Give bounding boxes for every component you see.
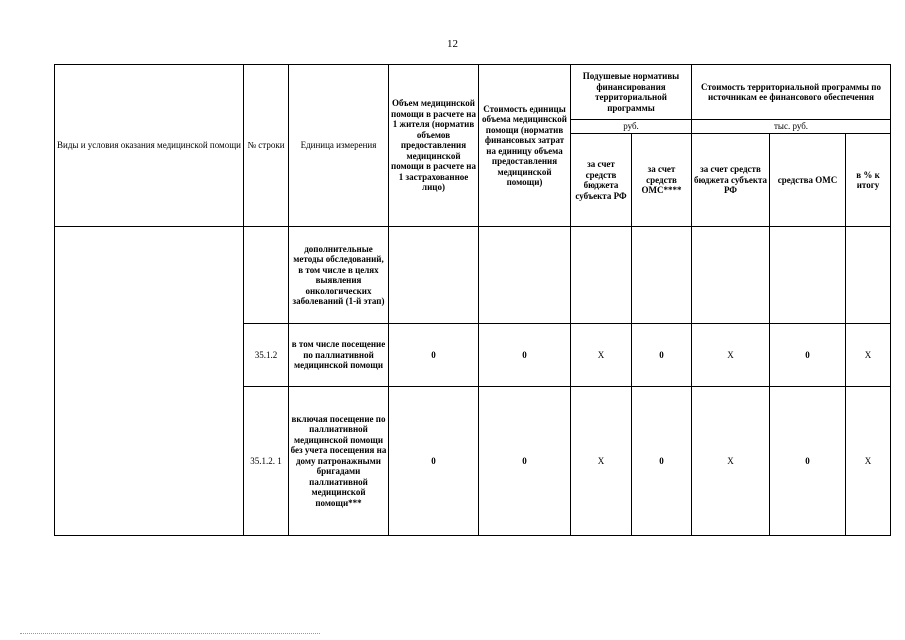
budget-thousand-cell — [692, 227, 770, 324]
header-volume: Объем медицинской помощи в расчете на 1 жителя (норматив объемов предоставления медицинской помощи в расчете на 1 застрахованное лицо) — [389, 65, 479, 227]
oms-rub-cell: 0 — [632, 387, 692, 536]
budget-thousand-cell: Х — [692, 387, 770, 536]
budget-rub-cell: Х — [571, 324, 632, 387]
header-budget-rf-thousand: за счет средств бюджета субъекта РФ — [692, 134, 770, 227]
percent-cell: Х — [846, 324, 891, 387]
header-percent: в % к итогу — [846, 134, 891, 227]
cost-cell: 0 — [479, 387, 571, 536]
volume-cell: 0 — [389, 387, 479, 536]
row-number-cell — [244, 227, 289, 324]
volume-cell: 0 — [389, 324, 479, 387]
financing-table — [54, 64, 891, 536]
header-row-1 — [55, 65, 891, 120]
cost-cell: 0 — [479, 324, 571, 387]
percent-cell — [846, 227, 891, 324]
budget-rub-cell: Х — [571, 387, 632, 536]
header-budget-rf: за счет средств бюджета субъекта РФ — [571, 134, 632, 227]
cost-cell — [479, 227, 571, 324]
header-row-number: № строки — [244, 65, 289, 227]
unit-cell: включая посещение по паллиативной медицинской помощи без учета посещения на дому патронажными бригадами паллиативной медицинской помощи*** — [289, 387, 389, 536]
header-unit-cost: Стоимость единицы объема медицинской помощи (норматив финансовых затрат на единицу объема предоставления медицинской помощи) — [479, 65, 571, 227]
scan-artifact-line — [20, 633, 320, 634]
unit-cell: в том числе посещение по паллиативной медицинской помощи — [289, 324, 389, 387]
header-oms-thousand: средства ОМС — [770, 134, 846, 227]
types-cell — [55, 227, 244, 536]
header-unit: Единица измерения — [289, 65, 389, 227]
oms-rub-cell — [632, 227, 692, 324]
budget-thousand-cell: Х — [692, 324, 770, 387]
oms-thousand-cell: 0 — [770, 387, 846, 536]
header-types: Виды и условия оказания медицинской помощи — [55, 65, 244, 227]
oms-thousand-cell: 0 — [770, 324, 846, 387]
oms-rub-cell: 0 — [632, 324, 692, 387]
row-number-cell: 35.1.2 — [244, 324, 289, 387]
volume-cell — [389, 227, 479, 324]
table-row — [55, 227, 891, 324]
header-per-capita: Подушевые нормативы финансирования территориальной программы — [571, 65, 692, 120]
header-unit-thousand-rub: тыс. руб. — [692, 120, 891, 134]
header-unit-rub: руб. — [571, 120, 692, 134]
oms-thousand-cell — [770, 227, 846, 324]
percent-cell: Х — [846, 387, 891, 536]
budget-rub-cell — [571, 227, 632, 324]
row-number-cell: 35.1.2. 1 — [244, 387, 289, 536]
header-oms: за счет средств ОМС**** — [632, 134, 692, 227]
unit-cell: дополнительные методы обследований, в том числе в целях выявления онкологических заболеваний (1-й этап) — [289, 227, 389, 324]
header-program-cost: Стоимость территориальной программы по источникам ее финансового обеспечения — [692, 65, 891, 120]
page-number: 12 — [447, 38, 458, 50]
